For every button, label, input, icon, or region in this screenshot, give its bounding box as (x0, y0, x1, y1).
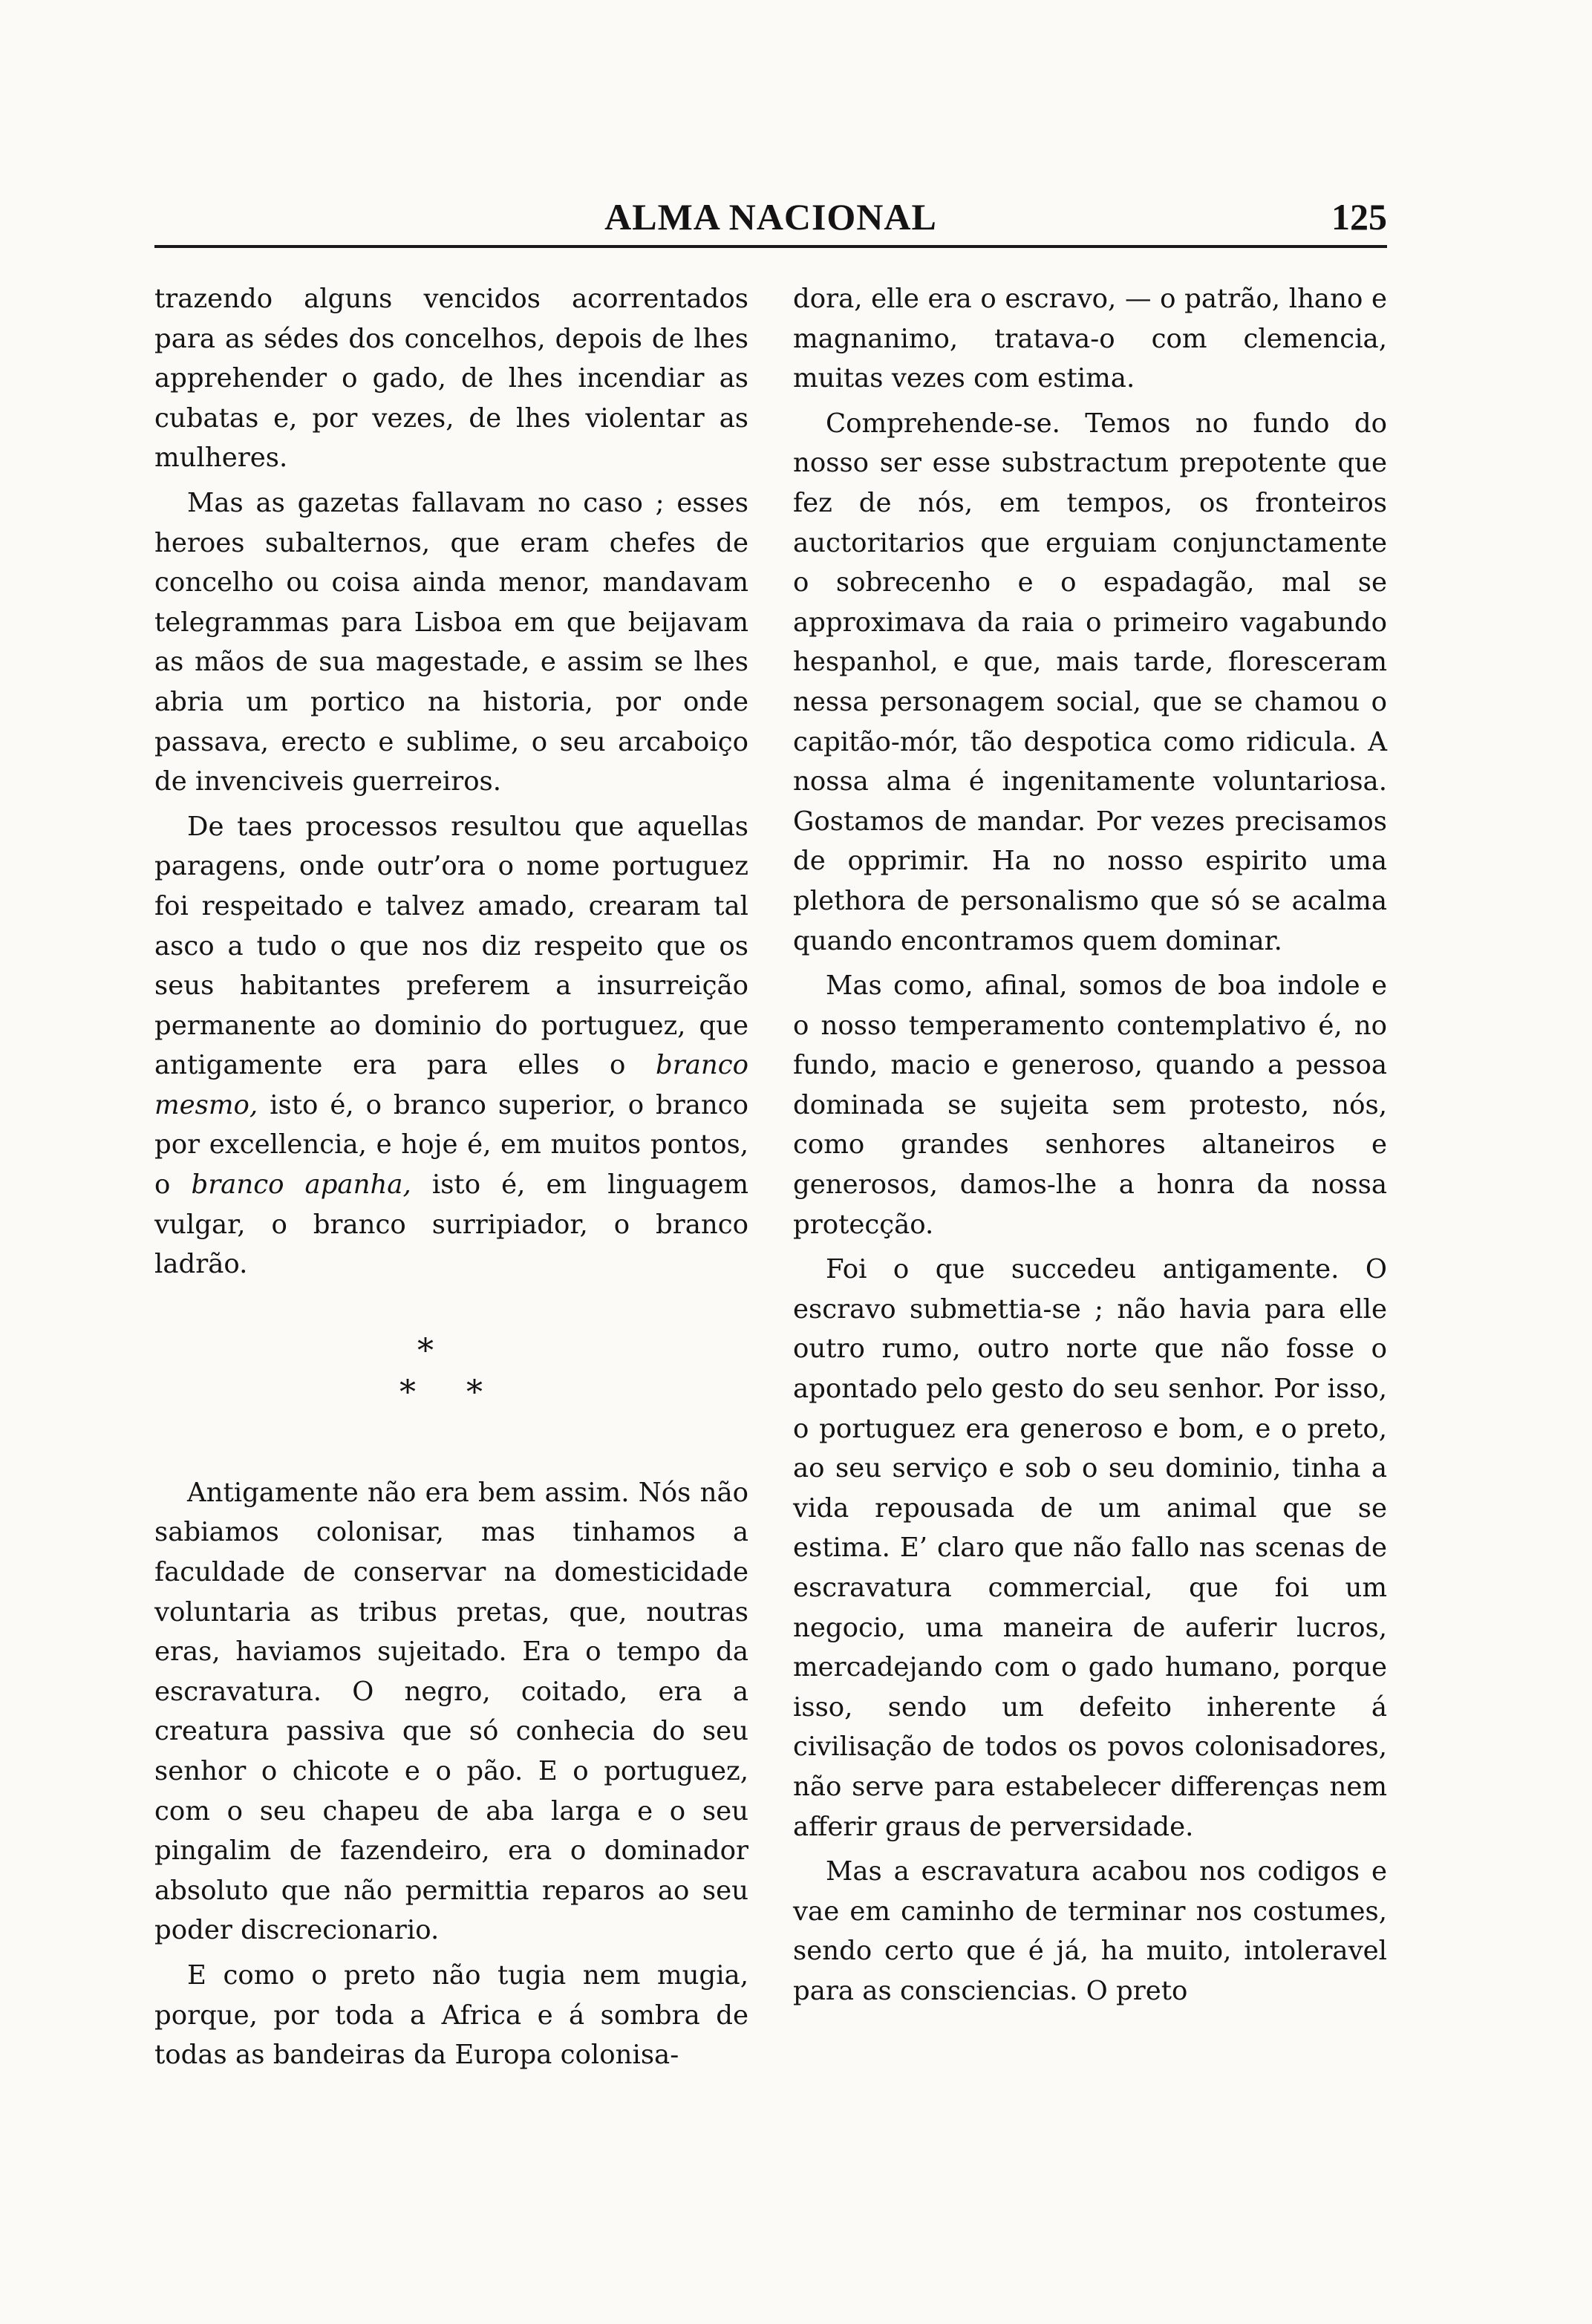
paragraph: trazendo alguns vencidos acorrentados para as sédes dos concelhos, depois de lhes apprehender o gado, de lhes incendiar as cubatas e, por vezes, de lhes violentar as mulheres. (154, 284, 748, 474)
paragraph: Antigamente não era bem assim. Nós não sabiamos colonisar, mas tinhamos a faculdade de conservar na domesticidade voluntaria as tribus pretas, que, noutras eras, haviamos sujeitado. Era o tempo da escravatura. O negro, coitado, era a creatura passiva que só conhecia do seu senhor o chicote e o pão. E o portuguez, com o seu chapeu de aba larga e o seu pingalim de fazendeiro, era o dominador absoluto que não permittia reparos ao seu poder discrecionario. (154, 1477, 748, 1946)
italic-phrase: branco apanha, (191, 1169, 411, 1201)
paragraph (154, 807, 748, 1285)
left-column (154, 279, 748, 2075)
italic-phrase: branco mesmo, (154, 1050, 748, 1120)
asterisk: * (417, 1331, 434, 1370)
paragraph: Mas a escravatura acabou nos codigos e vae em caminho de terminar nos costumes, sendo certo que é já, ha muito, intoleravel para as consciencias. O preto (793, 1856, 1387, 2006)
paragraph: E como o preto não tugia nem mugia, porque, por toda a Africa e á sombra de todas as bandeiras da Europa colonisa- (154, 1959, 748, 2071)
paragraph: Mas como, afinal, somos de boa indole e o nosso temperamento contemplativo é, no fundo, macio e generoso, quando a pessoa dominada se sujeita sem protesto, nós, como grandes senhores altaneiros e generosos, damos-lhe a honra da nossa protecção. (793, 970, 1387, 1240)
paragraph-text: De taes processos resultou que aquellas paragens, onde outr’ora o nome portuguez foi respeitado e talvez amado, crearam tal asco a tudo o que nos diz respeito que os seus habitantes preferem a insurreição permanente ao dominio do portuguez, que antigamente era para elles o (154, 811, 748, 1081)
paragraph: Foi o que succedeu antigamente. O escravo submettia-se ; não havia para elle outro rumo, outro norte que não fosse o apontado pelo gesto do seu senhor. Por isso, o portuguez era generoso e bom, e o preto, ao seu serviço e sob o seu dominio, tinha a vida repousada de um animal que se estima. E’ claro que não fallo nas scenas de escravatura commercial, que foi um negocio, uma maneira de auferir lucros, mercadejando com o gado humano, porque isso, sendo um defeito inherente á civilisação de todos os povos colonisadores, não serve para estabelecer differenças nem afferir graus de perversidade. (793, 1254, 1387, 1842)
running-header (154, 195, 1387, 247)
paragraph-text: isto é, em linguagem vulgar, o branco surripiador, o branco ladrão. (154, 1169, 748, 1280)
asterisk: * (399, 1373, 416, 1411)
paragraph: dora, elle era o escravo, — o patrão, lhano e magnanimo, tratava-o com clemencia, muitas vezes com estima. (793, 284, 1387, 394)
asterisk: * (466, 1373, 483, 1411)
section-separator (154, 1285, 748, 1473)
right-column (793, 279, 1387, 2011)
page-number: 125 (1331, 196, 1387, 238)
running-title: ALMA NACIONAL (604, 196, 937, 238)
paragraph: Mas as gazetas fallavam no caso ; esses heroes subalternos, que eram chefes de concelho ou coisa ainda menor, mandavam telegrammas para Lisboa em que beijavam as mãos de sua magestade, e assim se lhes abria um portico na historia, por onde passava, erecto e sublime, o seu arcaboiço de invenciveis guerreiros. (154, 487, 748, 797)
paragraph: Comprehende-se. Temos no fundo do nosso ser esse substractum prepotente que fez de nós, em tempos, os fronteiros auctoritarios que erguiam conjunctamente o sobrecenho e o espadagão, mal se approximava da raia o primeiro vagabundo hespanhol, e que, mais tarde, floresceram nessa personagem social, que se chamou o capitão-mór, tão despotica como ridicula. A nossa alma é ingenitamente voluntariosa. Gostamos de mandar. Por vezes precisamos de opprimir. Ha no nosso espirito uma plethora de personalismo que só se acalma quando encontramos quem dominar. (793, 408, 1387, 956)
paragraph-text: isto é, o branco superior, o branco por excellencia, e hoje é, em muitos pontos, o (154, 1089, 748, 1201)
header-rule (154, 245, 1387, 248)
